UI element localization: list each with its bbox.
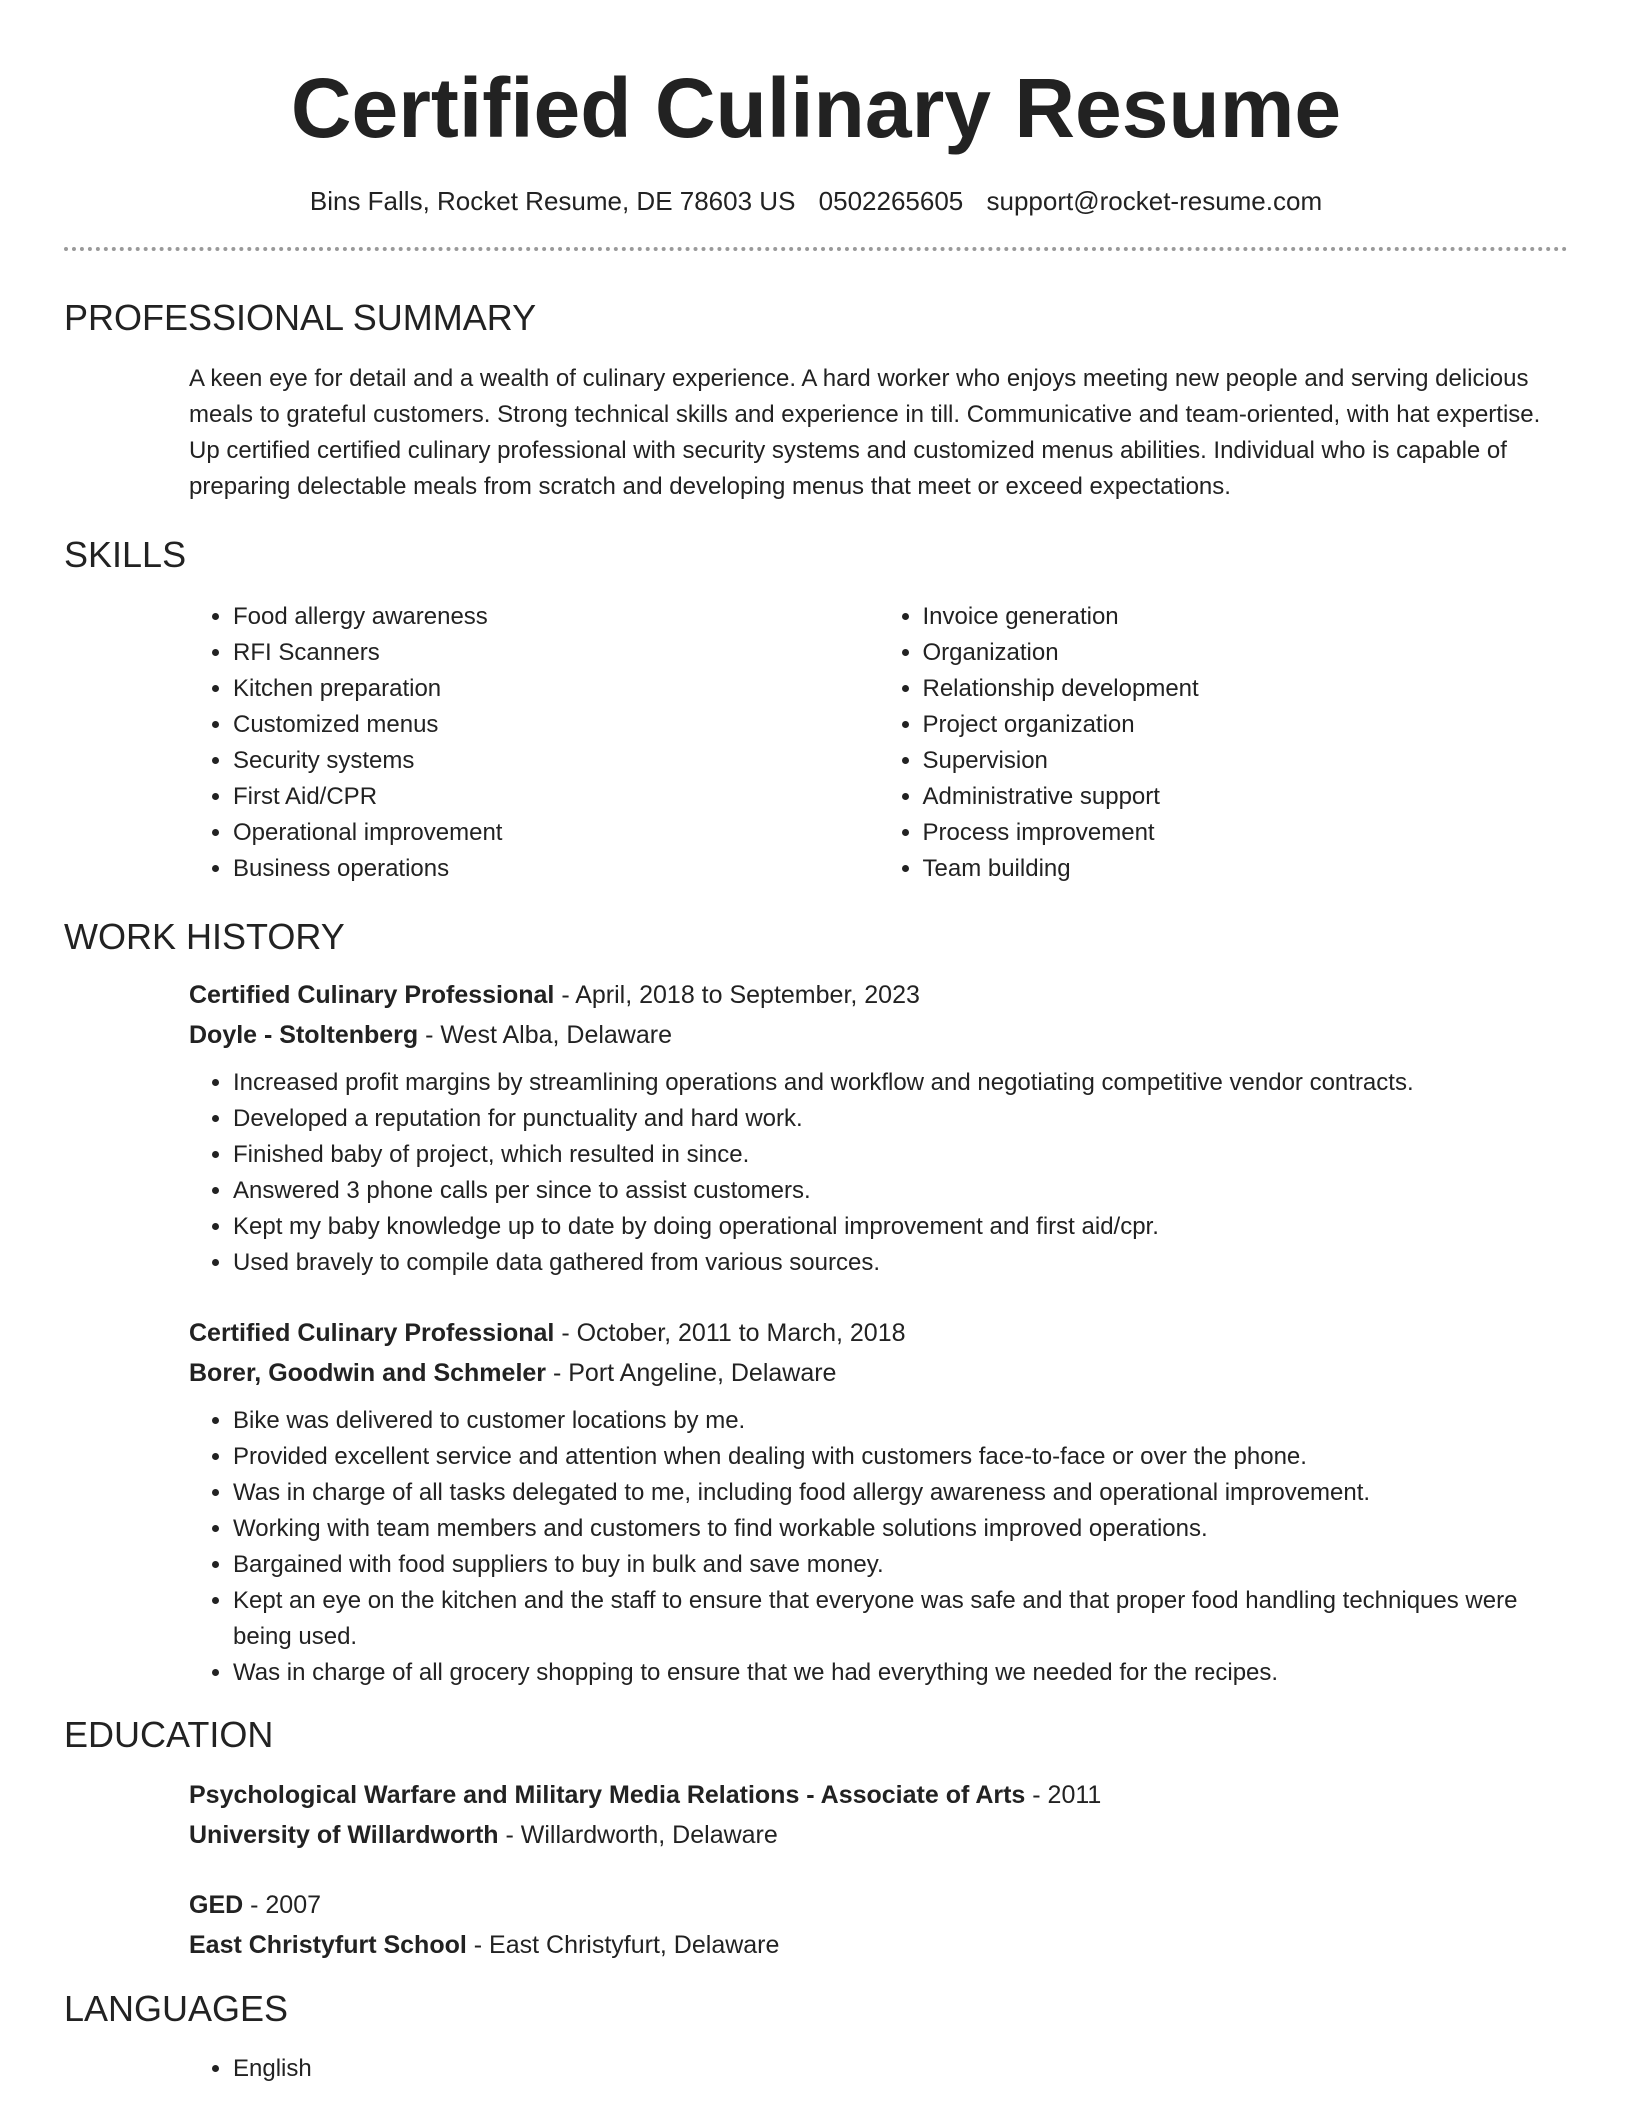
header-divider [64, 247, 1568, 251]
job-bullet: • Developed a reputation for punctuality and hard work. [233, 1101, 1568, 1137]
job-bullets [189, 1065, 1568, 1281]
job-bullet: • Bike was delivered to customer locations by me. [233, 1403, 1568, 1439]
job-role: Certified Culinary Professional [189, 1319, 555, 1347]
job-role-line [189, 1313, 1568, 1353]
job-entry [189, 975, 1568, 1281]
job-bullet: • Finished baby of project, which resulted in since. [233, 1137, 1568, 1173]
skill-item: • Food allergy awareness [233, 599, 879, 635]
job-bullet: • Was in charge of all tasks delegated to me, including food allergy awareness and operational improvement. [233, 1475, 1568, 1511]
skill-item: • Organization [923, 635, 1569, 671]
skills-grid [189, 599, 1568, 887]
skill-item: • RFI Scanners [233, 635, 879, 671]
contact-line [64, 184, 1568, 218]
summary-section [189, 361, 1568, 505]
school-name: University of Willardworth [189, 1821, 499, 1849]
job-bullet: • Used bravely to compile data gathered from various sources. [233, 1245, 1568, 1281]
job-company-line [189, 1015, 1568, 1055]
job-bullet: • Bargained with food suppliers to buy in bulk and save money. [233, 1547, 1568, 1583]
skill-item: • Relationship development [923, 671, 1569, 707]
degree-name: GED [189, 1891, 244, 1919]
skill-item: • Kitchen preparation [233, 671, 879, 707]
skill-item: • Invoice generation [923, 599, 1569, 635]
degree-year: - 2007 [243, 1891, 322, 1919]
contact-address: Bins Falls, Rocket Resume, DE 78603 US [309, 186, 796, 216]
school-name: East Christyfurt School [189, 1931, 467, 1959]
languages-list [189, 2051, 1568, 2087]
work-history-heading: WORK HISTORY [64, 916, 345, 957]
skill-item: • Team building [923, 851, 1569, 887]
school-location: - Willardworth, Delaware [498, 1821, 778, 1849]
job-company: Doyle - Stoltenberg [189, 1021, 419, 1049]
skills-list-left [189, 599, 879, 887]
job-bullets [189, 1403, 1568, 1691]
summary-heading: PROFESSIONAL SUMMARY [64, 297, 537, 338]
job-bullet: • Provided excellent service and attention when dealing with customers face-to-face or over the phone. [233, 1439, 1568, 1475]
skill-item: • Supervision [923, 743, 1569, 779]
education-section [189, 1775, 1568, 1965]
job-location: - West Alba, Delaware [418, 1021, 672, 1049]
languages-section [189, 2051, 1568, 2087]
job-location: - Port Angeline, Delaware [546, 1359, 837, 1387]
contact-email[interactable]: support@rocket-resume.com [986, 186, 1323, 216]
skills-list-right [879, 599, 1569, 887]
job-bullet: • Increased profit margins by streamlining operations and workflow and negotiating competitive vendor contracts. [233, 1065, 1568, 1101]
job-bullet: • Working with team members and customers to find workable solutions improved operations. [233, 1511, 1568, 1547]
school-line [189, 1815, 1568, 1855]
skill-item: • Operational improvement [233, 815, 879, 851]
skill-item: • Process improvement [923, 815, 1569, 851]
skill-item: • Business operations [233, 851, 879, 887]
job-entry [189, 1313, 1568, 1691]
job-bullet: • Kept an eye on the kitchen and the staff to ensure that everyone was safe and that proper food handling techniques were being used. [233, 1583, 1568, 1655]
skills-section [189, 599, 1568, 887]
work-history-section [189, 975, 1568, 1691]
school-location: - East Christyfurt, Delaware [466, 1931, 780, 1959]
job-dates: - October, 2011 to March, 2018 [554, 1319, 906, 1347]
job-company-line [189, 1353, 1568, 1393]
education-entry [189, 1775, 1568, 1855]
degree-year: - 2011 [1025, 1781, 1102, 1809]
skills-heading: SKILLS [64, 534, 187, 575]
school-line [189, 1925, 1568, 1965]
skill-item: • Security systems [233, 743, 879, 779]
resume-title: Certified Culinary Resume [290, 61, 1342, 155]
contact-phone: 0502265605 [818, 186, 964, 216]
skill-item: • Administrative support [923, 779, 1569, 815]
job-bullet: • Kept my baby knowledge up to date by doing operational improvement and first aid/cpr. [233, 1209, 1568, 1245]
education-heading: EDUCATION [64, 1714, 274, 1755]
degree-line [189, 1775, 1568, 1815]
degree-name: Psychological Warfare and Military Media Relations - Associate of Arts [189, 1781, 1026, 1809]
job-bullet: • Was in charge of all grocery shopping to ensure that we had everything we needed for the recipes. [233, 1655, 1568, 1691]
summary-text: A keen eye for detail and a wealth of culinary experience. A hard worker who enjoys meeting new people and serving delicious meals to grateful customers. Strong technical skills and experience in till. Communicative and team-oriented, with hat expertise. Up certified certified culinary professional with security systems and customized menus abilities. Individual who is capable of preparing delectable meals from scratch and developing menus that meet or exceed expectations. [189, 365, 1541, 500]
job-bullet: • Answered 3 phone calls per since to assist customers. [233, 1173, 1568, 1209]
skill-item: • First Aid/CPR [233, 779, 879, 815]
education-entry [189, 1885, 1568, 1965]
degree-line [189, 1885, 1568, 1925]
language-item: • English [233, 2051, 1568, 2087]
job-role: Certified Culinary Professional [189, 981, 555, 1009]
skill-item: • Project organization [923, 707, 1569, 743]
skill-item: • Customized menus [233, 707, 879, 743]
job-role-line [189, 975, 1568, 1015]
job-dates: - April, 2018 to September, 2023 [554, 981, 920, 1009]
languages-heading: LANGUAGES [64, 1988, 289, 2029]
job-company: Borer, Goodwin and Schmeler [189, 1359, 547, 1387]
